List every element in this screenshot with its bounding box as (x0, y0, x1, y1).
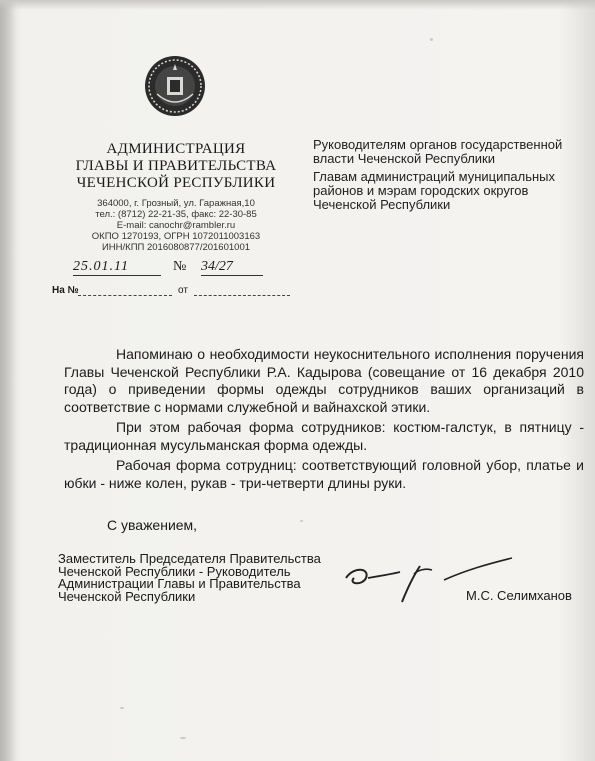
position-line: Администрации Главы и Правительства (58, 576, 301, 591)
body-paragraph: Рабочая форма сотрудниц: соответствующий головной убор, платье и юбки - ниже колен, рукав - три-четверти длины руки. (64, 457, 584, 491)
okpo-ogrn: ОКПО 1270193, ОГРН 1072011003163 (91, 231, 261, 242)
email: E-mail: canochr@rambler.ru (116, 220, 236, 231)
scan-speck (300, 520, 303, 522)
registration-number: 34/27 (201, 259, 263, 276)
org-line: ГЛАВЫ И ПРАВИТЕЛЬСТВА (75, 158, 277, 174)
org-line: АДМИНИСТРАЦИЯ (106, 141, 246, 157)
organization-name (56, 141, 296, 192)
addressee-municipal (313, 170, 555, 212)
inn-kpp: ИНН/КПП 2016080877/201601001 (101, 242, 251, 253)
org-line: ЧЕЧЕНСКОЙ РЕСПУБЛИКИ (76, 175, 276, 191)
contact-block (56, 198, 296, 253)
body-paragraph: При этом рабочая форма сотрудников: костюм-галстук, в пятницу - традиционная мусульманская форма одежды. (64, 419, 584, 453)
addressee-state-bodies (313, 138, 562, 166)
signer-name: М.С. Селимханов (466, 588, 572, 603)
closing-regards: С уважением, (107, 517, 198, 533)
address: 364000, г. Грозный, ул. Гаражная,10 (97, 198, 255, 209)
position-line: Чеченской Республики - Руководитель (58, 563, 291, 579)
scan-speck (430, 38, 433, 41)
reference-date-blank (194, 295, 290, 296)
reference-from-label: от (178, 285, 188, 296)
addressee-line: Главам администраций муниципальных (313, 169, 555, 184)
coat-of-arms-icon (143, 54, 207, 118)
body-paragraph: Напоминаю о необходимости неукоснительного исполнения поручения Главы Чеченской Республики Р.А. Кадырова (совещание от 16 декабря 2010 года) о приведении формы одежды сотрудников ваших организаций в соответствие с нормами служебной и вайнахской этики. (64, 346, 584, 415)
addressee-line: Руководителям органов государственной (313, 137, 563, 152)
signer-position (58, 553, 321, 603)
reference-number-blank (78, 295, 172, 296)
scan-edge-shadow (0, 0, 16, 761)
letter-body (64, 346, 584, 495)
registration-number-label: № (173, 259, 187, 274)
addressee-line: власти Чеченской Республики (313, 151, 496, 166)
addressee-line: Чеченской Республики (313, 197, 451, 212)
position-line: Чеченской Республики (58, 588, 196, 604)
registration-line (73, 259, 283, 277)
scan-speck (120, 707, 124, 709)
phone-fax: тел.: (8712) 22-21-35, факс: 22-30-85 (95, 209, 257, 220)
scan-top-shadow (0, 0, 595, 10)
position-line: Заместитель Председателя Правительства (58, 551, 321, 566)
addressee-line: районов и мэрам городских округов (313, 183, 529, 198)
scan-speck (180, 737, 186, 739)
reference-label: На № (52, 285, 79, 296)
registration-date: 25.01.11 (73, 259, 161, 276)
